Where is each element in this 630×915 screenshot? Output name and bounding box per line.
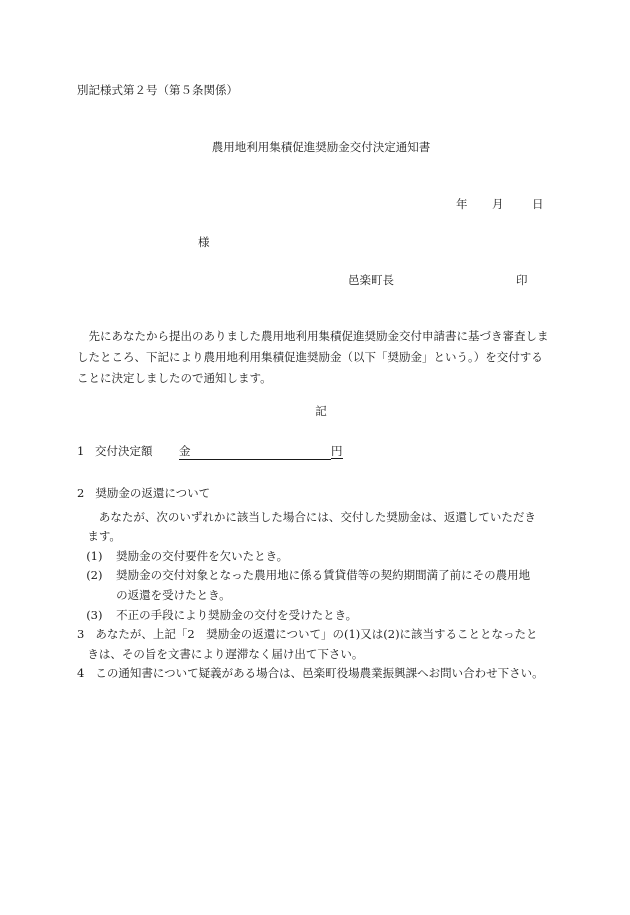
section-2-text: あなたが、次のいずれかに該当した場合には、交付した奨励金は、返還していただき ます。	[87, 509, 536, 544]
section-2-item-2: (2) 奨励金の交付対象となった農用地に係る賃貸借等の契約期間満了前にその農用地 の返還を受けたとき。	[86, 568, 531, 602]
section-2-heading: 2 奨励金の返還について	[77, 486, 211, 500]
section-2-item-3: (3) 不正の手段により奨励金の交付を受けたとき。	[86, 607, 358, 622]
ki-heading: 記	[315, 404, 327, 418]
section-4: 4 この通知書について疑義がある場合は、邑楽町役場農業振興課へお問い合わせ下さい。	[77, 666, 544, 681]
seal-mark: 印	[516, 273, 528, 287]
issuer-name: 邑楽町長	[348, 273, 394, 287]
date-month: 月	[492, 197, 504, 211]
issuer-line	[348, 273, 528, 288]
date-year: 年	[456, 197, 468, 211]
body-paragraph: 先にあなたから提出のありました農用地利用集積促進奨励金交付申請書に基づき審査しましたところ、下記により農用地利用集積促進奨励金（以下「奨励金」という。）を交付することに決定しましたので通知します。	[77, 329, 549, 385]
amount-suffix: 円	[331, 444, 343, 458]
amount-number: 1	[77, 444, 85, 458]
notes-list	[77, 484, 553, 684]
amount-blank	[179, 445, 331, 460]
amount-label: 交付決定額	[95, 444, 153, 458]
amount-row	[77, 445, 343, 460]
form-number: 別記様式第２号（第５条関係）	[77, 83, 238, 97]
section-2-item-1: (1) 奨励金の交付要件を欠いたとき。	[86, 548, 289, 563]
date-line	[456, 198, 544, 212]
document-title: 農用地利用集積促進奨励金交付決定通知書	[211, 140, 431, 154]
addressee-suffix: 様	[198, 235, 210, 249]
amount-prefix: 金	[179, 444, 191, 458]
date-day: 日	[532, 197, 544, 211]
section-3: 3 あなたが、上記「2 奨励金の返還について」の(1)又は(2)に該当することとなったと きは、その旨を文書により遅滞なく届け出て下さい。	[77, 627, 538, 661]
